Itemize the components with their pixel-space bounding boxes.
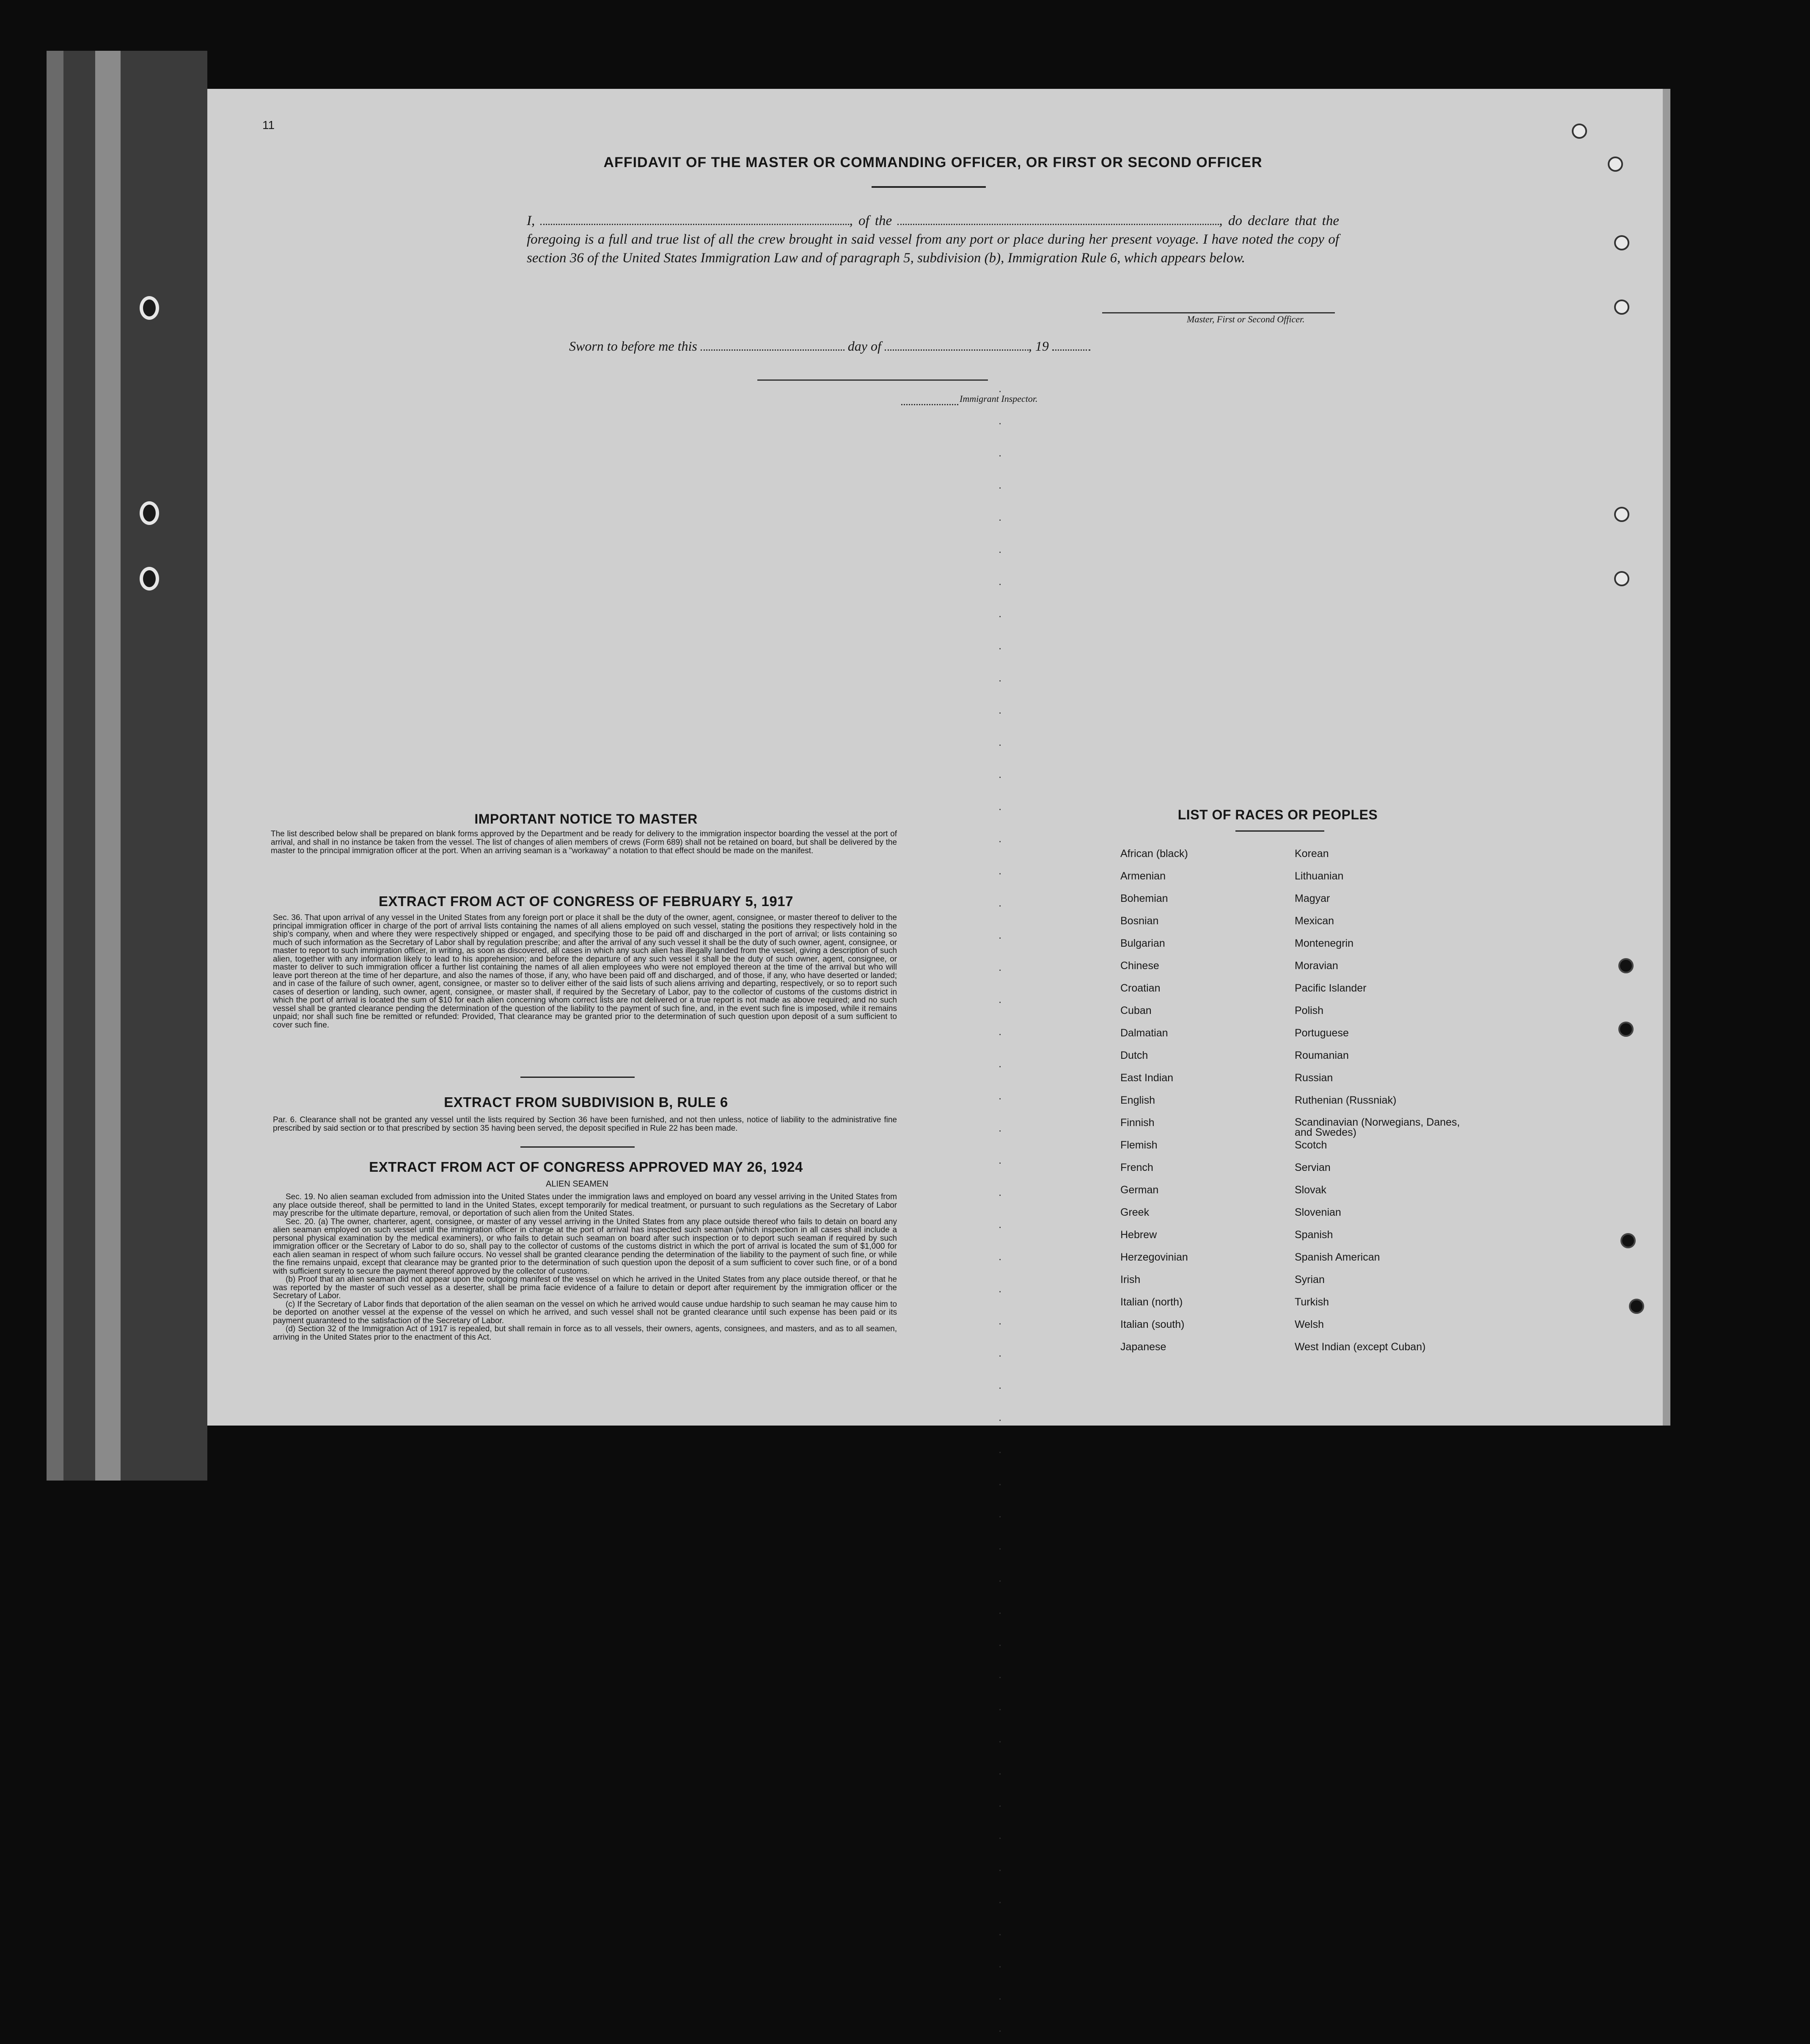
race-item: Greek xyxy=(1120,1206,1150,1218)
race-item: Portuguese xyxy=(1295,1027,1349,1039)
race-item: Spanish American xyxy=(1295,1251,1380,1263)
race-item: Servian xyxy=(1295,1162,1331,1173)
punch-hole xyxy=(1608,157,1623,172)
race-item: Moravian xyxy=(1295,960,1338,972)
race-item: Ruthenian (Russniak) xyxy=(1295,1094,1397,1106)
race-item: Montenegrin xyxy=(1295,937,1353,949)
inspector-label: Immigrant Inspector. xyxy=(960,393,1038,404)
race-item: Cuban xyxy=(1120,1005,1152,1017)
race-item: Mexican xyxy=(1295,915,1334,927)
race-item: Bosnian xyxy=(1120,915,1159,927)
race-item: West Indian (except Cuban) xyxy=(1295,1341,1426,1353)
sworn-day-blank xyxy=(701,349,844,351)
master-signature-label: Master, First or Second Officer. xyxy=(1187,314,1305,324)
race-item: Flemish xyxy=(1120,1139,1158,1151)
page-edge xyxy=(1663,89,1670,1426)
race-item: Bohemian xyxy=(1120,893,1168,904)
vessel-blank-line xyxy=(897,224,1219,225)
punch-hole xyxy=(1620,1233,1636,1248)
extract-1924-body xyxy=(273,1193,897,1341)
name-blank-line xyxy=(540,224,849,225)
punch-hole xyxy=(1614,571,1629,586)
extract-rule6-title: EXTRACT FROM SUBDIVISION B, RULE 6 xyxy=(444,1094,728,1110)
declare-label: , do declare xyxy=(1219,213,1289,228)
race-item: Dalmatian xyxy=(1120,1027,1168,1039)
sworn-month-blank xyxy=(885,349,1029,351)
day-of-label: day of xyxy=(847,338,881,354)
race-item: Finnish xyxy=(1120,1117,1155,1129)
year-label: , 19 xyxy=(1028,338,1049,354)
race-item: African (black) xyxy=(1120,848,1188,860)
race-item: Croatian xyxy=(1120,982,1161,994)
race-item: Slovak xyxy=(1295,1184,1327,1196)
races-title: LIST OF RACES OR PEOPLES xyxy=(1177,807,1378,822)
of-the-label: , of the xyxy=(849,213,892,228)
punch-hole xyxy=(1618,958,1634,973)
punch-hole xyxy=(1618,1022,1634,1037)
race-item: German xyxy=(1120,1184,1159,1196)
race-item: Spanish xyxy=(1295,1229,1333,1241)
sworn-year-blank xyxy=(1052,349,1090,351)
race-item: Roumanian xyxy=(1295,1049,1349,1061)
race-item: Italian (south) xyxy=(1120,1319,1185,1330)
races-title-rule xyxy=(1235,830,1324,832)
binder-highlight xyxy=(95,51,121,1481)
race-item: Slovenian xyxy=(1295,1206,1341,1218)
extract-1924-subtitle: ALIEN SEAMEN xyxy=(546,1179,608,1189)
binder-hole xyxy=(140,501,159,525)
race-item: Syrian xyxy=(1295,1274,1325,1286)
left-scan-edge xyxy=(47,51,63,1481)
race-item: English xyxy=(1120,1094,1155,1106)
race-item: Armenian xyxy=(1120,870,1166,882)
races-right-column xyxy=(1295,848,1472,1364)
punch-hole xyxy=(1614,235,1629,250)
i-label: I, xyxy=(527,213,535,228)
extract-1924-paragraph: (d) Section 32 of the Immigration Act of 1917 is repealed, but shall remain in force as to all vessels, their owners, agents, consignees, and masters, and as to all seamen, arriving in the United States prior to the enactment of this Act. xyxy=(273,1324,897,1342)
race-item: Korean xyxy=(1295,848,1329,860)
binder-strip xyxy=(63,51,207,1481)
race-item: Dutch xyxy=(1120,1049,1148,1061)
binder-hole xyxy=(140,296,159,320)
sworn-statement xyxy=(569,338,1090,354)
extract-1924-paragraph: (c) If the Secretary of Labor finds that deportation of the alien seaman on the vessel on which he arrived would cause undue hardship to such seaman he may cause him to be deported on another vessel at the expense of the vessel on which he arrived, and such vessel shall not be granted clearance until such expense has been paid or its payment guaranteed to the satisfaction of the Secretary of Labor. xyxy=(273,1299,897,1325)
notice-title: IMPORTANT NOTICE TO MASTER xyxy=(474,811,698,827)
notice-body: The list described below shall be prepared on blank forms approved by the Department and be ready for delivery to the immigration inspector boarding the vessel at the port of arrival, and shall in no instance be taken from the vessel. The list of changes of alien members of crews (Form 689) shall not be retained on board, but shall be delivered by the master to the principal immigration officer at the port. When an arriving seaman is a "workaway" a notation to that effect should be made on the manifest. xyxy=(271,830,897,855)
race-item: Turkish xyxy=(1295,1296,1329,1308)
affidavit-title: AFFIDAVIT OF THE MASTER OR COMMANDING OFFICER, OR FIRST OR SECOND OFFICER xyxy=(603,154,1263,170)
declaration-body: that the foregoing is a full and true list of all the crew brought in said vessel from any port or place during her present voyage. I have noted the copy of section 36 of the United States Immigration Law and of paragraph 5, subdivision (b), Immigration Rule 6, which appears below. xyxy=(527,213,1339,266)
punch-hole xyxy=(1629,1299,1644,1314)
extract-1924-title: EXTRACT FROM ACT OF CONGRESS APPROVED MAY 26, 1924 xyxy=(369,1159,803,1175)
margin-note: 11 xyxy=(262,118,275,132)
race-item: Japanese xyxy=(1120,1341,1166,1353)
inspector-dotted-line xyxy=(901,404,958,405)
race-item: Italian (north) xyxy=(1120,1296,1183,1308)
section-rule xyxy=(520,1146,635,1148)
binder-hole xyxy=(140,567,159,591)
race-item: Herzegovinian xyxy=(1120,1251,1188,1263)
race-item: Welsh xyxy=(1295,1319,1324,1330)
race-item: Pacific Islander xyxy=(1295,982,1367,994)
race-item: Bulgarian xyxy=(1120,937,1165,949)
extract-1917-title: EXTRACT FROM ACT OF CONGRESS OF FEBRUARY 5, 1917 xyxy=(379,893,793,909)
race-item: Russian xyxy=(1295,1072,1333,1084)
extract-1924-paragraph: Sec. 19. No alien seaman excluded from admission into the United States under the immigration laws and employed on board any vessel arriving in the United States from any place outside thereof, shall be permitted to land in the United States, except temporarily for medical treatment, or pursuant to such regulations as the Secretary of Labor may prescribe for the ultimate departure, removal, or deportation of such alien from the United States. xyxy=(273,1192,897,1218)
punch-hole xyxy=(1572,124,1587,139)
race-item: Lithuanian xyxy=(1295,870,1344,882)
sworn-label: Sworn to before me this xyxy=(569,338,697,354)
race-item: French xyxy=(1120,1162,1153,1173)
race-item: Scotch xyxy=(1295,1139,1327,1151)
race-item: East Indian xyxy=(1120,1072,1174,1084)
race-item: Chinese xyxy=(1120,960,1159,972)
inspector-signature-line xyxy=(757,379,988,381)
master-signature-line xyxy=(1102,312,1335,313)
title-rule xyxy=(872,186,986,188)
punch-hole xyxy=(1614,299,1629,315)
section-rule xyxy=(520,1077,635,1078)
extract-1924-paragraph: (b) Proof that an alien seaman did not appear upon the outgoing manifest of the vessel on which he arrived in the United States from any place outside thereof, or that he was reported by the master of such vessel as a deserter, shall be prima facie evidence of a failure to detain or deport after requirement by the immigration officer or the Secretary of Labor. xyxy=(273,1275,897,1300)
race-item: Polish xyxy=(1295,1005,1324,1017)
races-left-column xyxy=(1120,848,1188,1364)
extract-1917-body: Sec. 36. That upon arrival of any vessel in the United States from any foreign port or place it shall be the duty of the owner, agent, consignee, or master thereof to deliver to the principal immigration officer in charge of the port of arrival lists containing the names of all aliens employed on such vessel, stating the positions they respectively hold in the ship's company, when and where they were respectively shipped or engaged, and specifying those to be paid off and discharged in the port of arrival; or lists containing so much of such information as the Secretary of Labor shall by regulation prescribe; and after the arrival of any such vessel it shall be the duty of such owner, agent, consignee, or master to report to such immigration officer, in writing, as soon as discovered, all cases in which any such alien has illegally landed from the vessel, giving a description of such alien, together with any information likely to lead to his apprehension; and before the departure of any such vessel it shall be the duty of such owner, agent, consignee, or master to deliver to such immigration officer a further list containing the names of all alien employees who were not employed thereon at the time of the arrival but who will leave port thereon at the time of her departure, and also the names of those, if any, who have been paid off and discharged, and of those, if any, who have deserted or landed; and in case of the failure of such owner, agent, consignee, or master so to deliver either of the said lists of such aliens arriving and departing, respectively, or so to report such cases of desertion or landing, such owner, agent, consignee, or master shall, if required by the Secretary of Labor, pay to the collector of customs of the customs district in which the port of arrival is located the sum of $10 for each alien concerning whom correct lists are not delivered or a true report is not made as above required; and no such vessel shall be granted clearance pending the determination of the question of the liability to the payment of such fine, and, in the event such fine is imposed, while it remains unpaid; nor shall such fine be remitted or refunded: Provided, That clearance may be granted prior to the determination of such question upon deposit of a sum sufficient to cover such fine. xyxy=(273,913,897,1030)
race-item: Irish xyxy=(1120,1274,1141,1286)
punch-hole xyxy=(1614,507,1629,522)
extract-rule6-body: Par. 6. Clearance shall not be granted any vessel until the lists required by Section 36 have been furnished, and not then unless, notice of liability to the administrative fine prescribed by said section or to that prescribed by section 35 having been served, the deposit specified in Rule 22 has been made. xyxy=(273,1115,897,1133)
declaration-paragraph xyxy=(527,212,1339,267)
column-dots: . . . . . . . . . . . . . . . . . . . . . . . . . . . . . . . . . . . . . . . . . . . . . . . . . . . . xyxy=(999,382,1006,2034)
race-item: Magyar xyxy=(1295,893,1330,904)
race-item: Hebrew xyxy=(1120,1229,1157,1241)
race-item: Scandinavian (Norwegians, Danes, and Swedes) xyxy=(1295,1116,1460,1138)
extract-1924-paragraph: Sec. 20. (a) The owner, charterer, agent, consignee, or master of any vessel arriving in the United States from any place outside thereof who fails to detain on board any alien seaman employed on such vessel until the immigration officer in charge at the port of arrival has inspected such seaman (which inspection in all cases shall include a personal physical examination by the medical examiners), or who fails to detain such seaman on board after such inspection or to deport such seaman if required by such immigration officer or the Secretary of Labor to do so, shall pay to the collector of customs of the customs district in which the port of arrival is located the sum of $1,000 for each alien seaman in respect of whom such failure occurs. No vessel shall be granted clearance pending the determination of the liability to the payment of such fine, or while the fine remains unpaid, except that clearance may be granted prior to the determination of such question upon the deposit of a sum sufficient to cover such fine, or of a bond with sufficient surety to secure the payment thereof approved by the collector of customs. xyxy=(273,1217,897,1276)
